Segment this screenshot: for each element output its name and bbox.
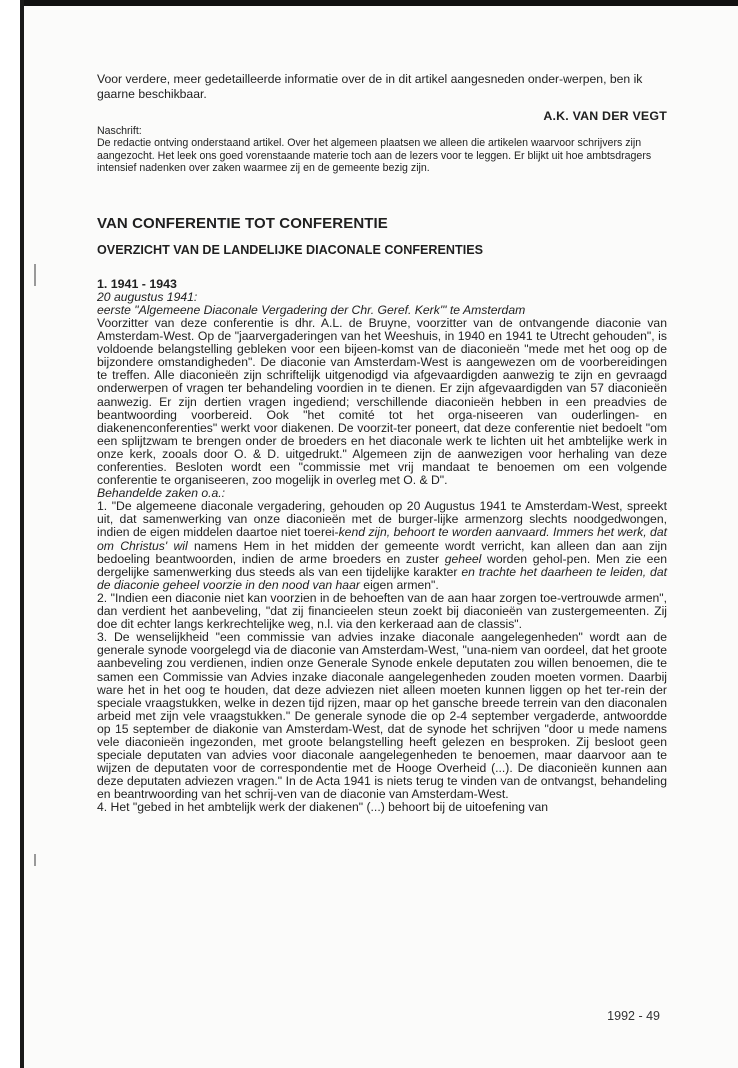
item-4: 4. Het "gebed in het ambtelijk werk der diakenen" (...) behoort bij de uitoefening van xyxy=(97,800,549,815)
margin-mark xyxy=(34,854,36,866)
zaken-label: Behandelde zaken o.a.: xyxy=(97,486,226,501)
item-3: 3. De wenselijkheid "een commissie van advies inzake diaconale aangelegenheden" wordt aan de generale synode voorgelegd via de diaconie van Amsterdam-West, "una-niem van oordeel, dat het groote aanbeveling zou verdienen, indien onze Generale Synode enkele deputaten zou willen benoemen, die te samen een Commissie van Advies inzake diaconale aangelegenheden zouden moeten vormen. Daarbij ware het in het oog te houden, dat deze adviezen niet alleen moeten kunnen liggen op het ter-rein der speciale vraagstukken, welke in dezen tijd rijzen, maar op het gansche breede terrein van den diaconalen arbeid met zijn vele vraagstukken." De generale synode die op 2-4 september vergaderde, antwoordde op 15 september de diakonie van Amsterdam-West, dat de synode het schrijven "door u mede namens vele diaconieën ingezonden, met groote belangstelling heeft gelezen en besproken. Zij besloot geen speciale deputaten van advies voor diaconale aangelegenheden te benoemen, maar daarvoor aan te wijzen de deputaten voor de correspondentie met de Hooge Overheid (...). De diaconieën kunnen aan deze deputaten adviezen vragen." In de Acta 1941 is niets terug te vinden van de ontvangst, behandeling en beantrwoording van het schrij-ven van de diaconie van Amsterdam-West. xyxy=(97,630,667,802)
naschrift-label: Naschrift: xyxy=(97,125,142,137)
item-1 xyxy=(97,500,667,592)
page-number: 1992 - 49 xyxy=(607,1009,660,1023)
item-1-part: worden gehol-pen. Men zie een dergelijke samenwerking dus steeds als van een tijdelijke karakter xyxy=(97,551,667,579)
document-page xyxy=(24,6,738,1068)
item-1-part: eigen armen". xyxy=(359,577,439,592)
item-1-italic: en trachte het daarheen te leiden, dat de diaconie geheel voorzie in den nood van haar xyxy=(97,564,667,592)
article-title: VAN CONFERENTIE TOT CONFERENTIE xyxy=(97,214,388,232)
intro-paragraph: Voor verdere, meer gedetailleerde informatie over de in dit artikel aangesneden onder-werpen, ben ik gaarne beschikbaar. xyxy=(97,72,643,101)
article-subtitle: OVERZICHT VAN DE LANDELIJKE DIACONALE CONFERENTIES xyxy=(97,242,483,257)
page-content xyxy=(97,72,667,815)
item-1-italic: geheel xyxy=(444,551,482,566)
section-heading: 1. 1941 - 1943 xyxy=(97,276,177,291)
item-1-part: namens Hem in het midden der gemeente wordt verricht, kan alleen dan aan zijn bedoeling beantwoorden, indien de arme broeders en zuster xyxy=(97,538,667,566)
section-date: 20 augustus 1941: xyxy=(97,289,198,304)
item-1-italic: kend zijn, behoort te worden aanvaard. Immers het werk, dat om Christus' wil xyxy=(97,525,667,553)
margin-mark xyxy=(34,264,36,286)
author-signature: A.K. VAN DER VEGT xyxy=(543,109,667,123)
item-2: 2. "Indien een diaconie niet kan voorzien in de behoeften van de aan haar zorgen toe-vertrouwde armen", dan verdient het aanbeveling, "dat zij financieelen steun zoekt bij diaconieën van zustergemeenten. Zij doe dit echter langs kerkrechtelijke weg, n.l. via den kerkeraad aan de classis". xyxy=(97,590,667,632)
item-1-part: 1. "De algemeene diaconale vergadering, gehouden op 20 Augustus 1941 te Amsterdam-West, spreekt uit, dat samenwerking van onze diaconieën met de burger-lijke armenzorg slechts noodgedwongen, indien de eigen middelen daartoe niet toerei- xyxy=(97,499,667,540)
section-event: eerste "Algemeene Diaconale Vergadering der Chr. Geref. Kerk'" te Amsterdam xyxy=(97,302,526,317)
naschrift-text: De redactie ontving onderstaand artikel. Over het algemeen plaatsen we alleen die artikelen waarvoor schrijvers zijn aangezocht. Het leek ons goed vorenstaande materie toch aan de lezers voor te leggen. Er blijkt uit hoe ambtsdragers intensief nadenken over zaken waarmee zij en de gemeente bezig zijn. xyxy=(97,137,652,175)
section-body: Voorzitter van deze conferentie is dhr. A.L. de Bruyne, voorzitter van de ontvangende diaconie van Amsterdam-West. Op de "jaarvergaderingen van het Weeshuis, in 1940 en 1941 te Utrecht gehouden", is voldoende belangstelling gebleken voor een bijeen-komst van de diaconieën "mede met het oog op de bijzondere omstandigheden". De diaconie van Amsterdam-West is aangewezen om de voorbereidingen te treffen. Alle diaconieën zijn schriftelijk uitgenodigd via afgevaardigden aanwezig te zijn en gevraagd onderwerpen of vragen ter behandeling voordien in te dienen. Er zijn afgevaardigden van 57 diaconieën aanwezig. Er zijn dertien vragen ingediend; verschillende diaconieën hebben in een preadvies de beantwoording voorbereid. Ook "het comité tot het orga-niseeren van ouderlingen- en diakenenconferenties" werkt voor diakenen. De voorzit-ter poneert, dat deze conferentie niet bedoelt "om een splijtzwam te brengen onder de broeders en het diaconale werk te lichten uit het ambtelijke werk in onze kerk, zooals door O. & D. uitgedrukt." Algemeen zijn de aanwezigen voor herhaling van deze conferenties. Besloten wordt een "commissie met vrij mandaat te benoemen om een volgende conferentie te organiseeren, zoo mogelijk in overleg met O. & D". xyxy=(97,315,667,488)
